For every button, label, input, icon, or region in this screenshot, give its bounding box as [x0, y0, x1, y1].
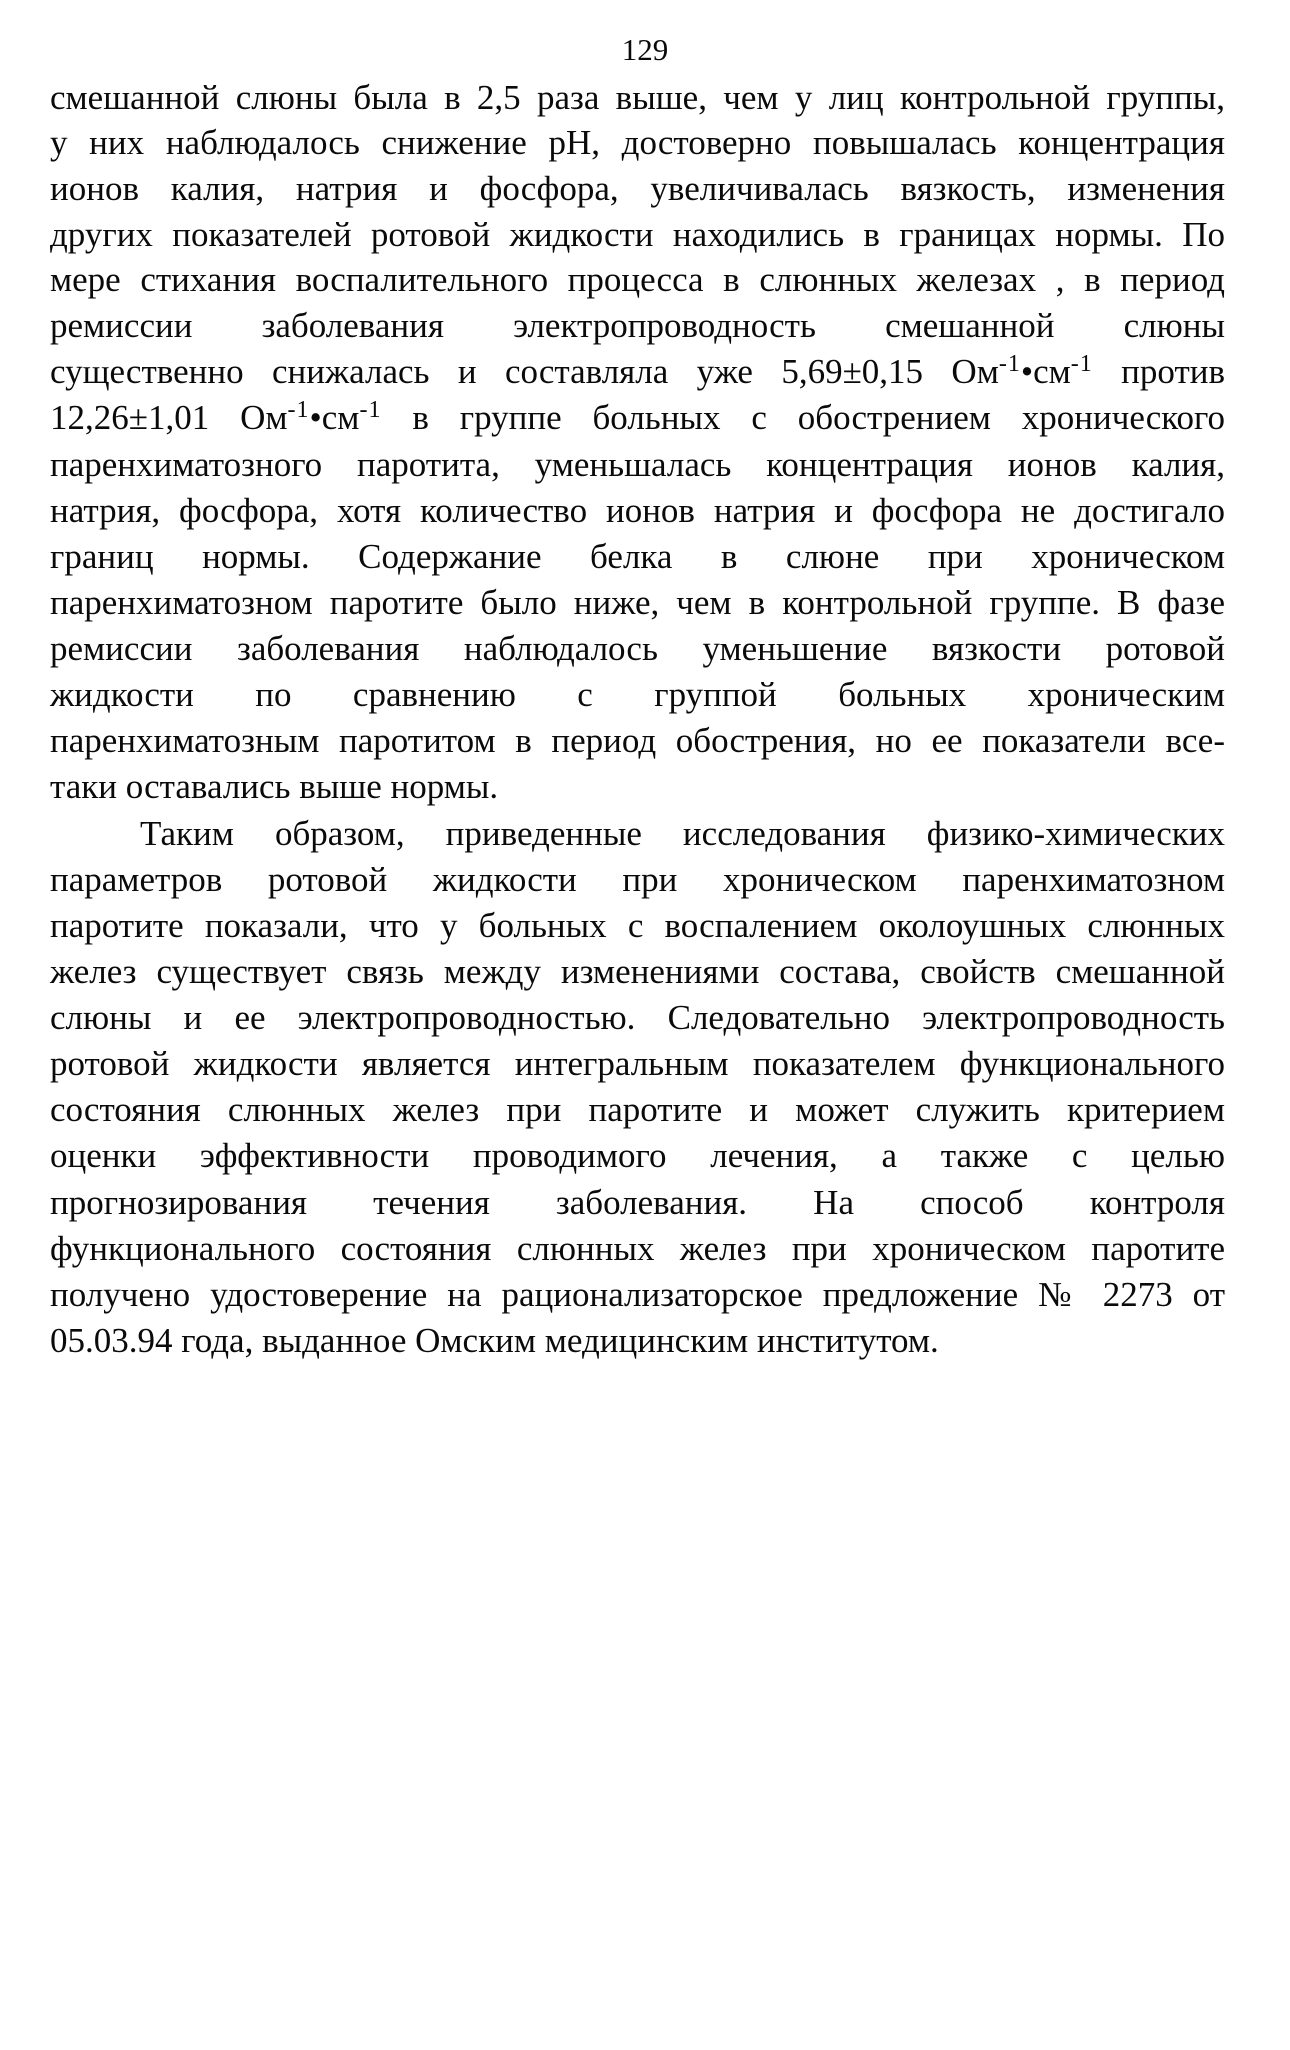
text-line: смешанной слюны была в 2,5 раза выше, чем у лиц контрольной группы, [50, 78, 1225, 117]
text-line: паренхиматозным паротитом в период обострения, но ее показатели все- [50, 721, 1225, 760]
text-line: ремиссии заболевания электропроводность смешанной слюны [50, 306, 1225, 345]
page-number: 129 [621, 32, 669, 67]
text-line: Таким образом, приведенные исследования физико-химических [140, 814, 1225, 853]
text-segment: •см [1020, 352, 1071, 391]
text-line: слюны и ее электропроводностью. Следовательно электропроводность [50, 998, 1225, 1037]
text-line: таки оставались выше нормы. [50, 767, 499, 806]
text-line-with-units [50, 396, 1225, 444]
text-line: паренхиматозном паротите было ниже, чем в контрольной группе. В фазе [50, 583, 1225, 622]
text-line-with-units [50, 350, 1225, 398]
text-line: оценки эффективности проводимого лечения, а также с целью [50, 1136, 1225, 1175]
text-line: желез существует связь между изменениями состава, свойств смешанной [50, 952, 1225, 991]
text-line: у них наблюдалось снижение pH, достоверно повышалась концентрация [50, 123, 1225, 162]
text-line: паротите показали, что у больных с воспалением околоушных слюнных [50, 906, 1225, 945]
text-line: параметров ротовой жидкости при хроническом паренхиматозном [50, 860, 1225, 899]
text-line: натрия, фосфора, хотя количество ионов натрия и фосфора не достигало [50, 491, 1225, 530]
text-line: 05.03.94 года, выданное Омским медицинским институтом. [50, 1321, 939, 1360]
text-segment: против [1121, 352, 1225, 391]
superscript: -1 [287, 397, 310, 423]
superscript: -1 [1070, 351, 1093, 377]
text-line: паренхиматозного паротита, уменьшалась концентрация ионов калия, [50, 445, 1225, 484]
text-line: ремиссии заболевания наблюдалось уменьшение вязкости ротовой [50, 629, 1225, 668]
text-line: прогнозирования течения заболевания. На способ контроля [50, 1183, 1225, 1222]
text-segment: 12,26±1,01 Ом [50, 398, 288, 437]
text-line: мере стихания воспалительного процесса в слюнных железах , в период [50, 260, 1225, 299]
text-segment: в группе больных с обострением хронического [412, 398, 1225, 437]
text-line: состояния слюнных желез при паротите и может служить критерием [50, 1090, 1225, 1129]
text-line: ионов калия, натрия и фосфора, увеличивалась вязкость, изменения [50, 169, 1225, 208]
text-segment: •см [309, 398, 360, 437]
text-line: жидкости по сравнению с группой больных хроническим [50, 675, 1225, 714]
text-line: других показателей ротовой жидкости находились в границах нормы. По [50, 215, 1225, 254]
superscript: -1 [359, 397, 382, 423]
text-segment: существенно снижалась и составляла уже 5,69±0,15 Ом [50, 352, 999, 391]
text-line: ротовой жидкости является интегральным показателем функционального [50, 1044, 1225, 1083]
text-line: границ нормы. Содержание белка в слюне при хроническом [50, 537, 1225, 576]
text-line: функционального состояния слюнных желез при хроническом паротите [50, 1229, 1225, 1268]
superscript: -1 [998, 351, 1021, 377]
text-line: получено удостоверение на рационализаторское предложение № 2273 от [50, 1275, 1225, 1314]
